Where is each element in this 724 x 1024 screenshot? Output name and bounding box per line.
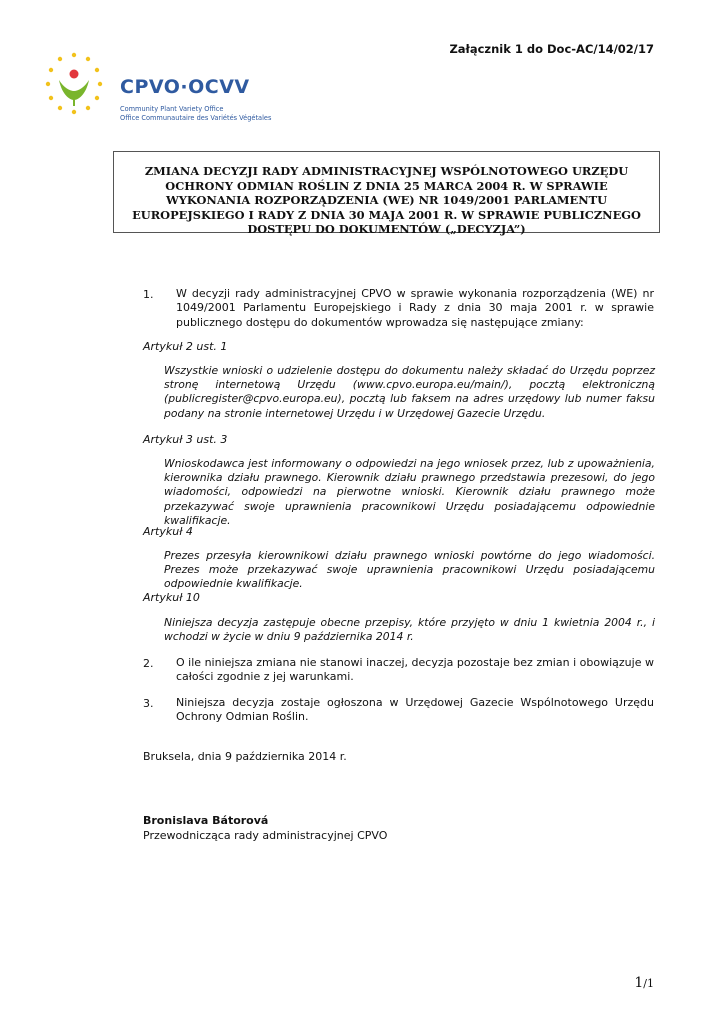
item-text: O ile niniejsza zmiana nie stanowi inaczej, decyzja pozostaje bez zmian i obowiązuje w całości zgodnie z jej warunkami. xyxy=(176,656,654,684)
article-heading: Artykuł 10 xyxy=(143,591,200,604)
article-text: Prezes przesyła kierownikowi działu prawnego wnioski powtórne do jego wiadomości. Prezes może przekazywać swoje uprawnienia pracownikowi Urzędu posiadającemu odpowiednie kwalifikacje. xyxy=(164,549,655,591)
page-total: 1 xyxy=(647,977,654,990)
item-number: 3. xyxy=(143,697,154,710)
item-text: W decyzji rady administracyjnej CPVO w sprawie wykonania rozporządzenia (WE) nr 1049/2001 Parlamentu Europejskiego i Rady z dnia 30 maja 2001 r. w sprawie publicznego dostępu do dokumentów wprowadza się następujące zmiany: xyxy=(176,287,654,329)
signatory-name: Bronislava Bátorová xyxy=(143,814,269,827)
article-text: Wnioskodawca jest informowany o odpowiedzi na jego wniosek przez, lub z upoważnienia, kierownika działu prawnego. Kierownik działu prawnego przedstawia prezesowi, do jego wiadomości, odpowiedzi na pierwotne wnioski. Kierownik działu prawnego może przekazywać swoje uprawnienia pracownikowi Urzędu posiadającemu odpowiednie kwalifikacje. xyxy=(164,457,655,527)
document-title-box xyxy=(113,151,660,237)
article-heading: Artykuł 3 ust. 3 xyxy=(143,433,228,446)
page-number: 1/1 xyxy=(634,975,654,991)
article-heading: Artykuł 4 xyxy=(143,525,193,538)
eu-stars-plant-icon xyxy=(42,50,122,130)
signatory-role: Przewodnicząca rady administracyjnej CPVO xyxy=(143,829,388,842)
logo-subtitle xyxy=(120,105,271,122)
annex-reference: Załącznik 1 do Doc-AC/14/02/17 xyxy=(449,42,654,56)
place-date: Bruksela, dnia 9 października 2014 r. xyxy=(143,750,347,763)
logo-subtitle-en: Community Plant Variety Office xyxy=(120,105,224,113)
item-number: 1. xyxy=(143,288,154,301)
item-text: Niniejsza decyzja zostaje ogłoszona w Urzędowej Gazecie Wspólnotowego Urzędu Ochrony Odmian Roślin. xyxy=(176,696,654,724)
page-current: 1 xyxy=(634,975,644,991)
item-number: 2. xyxy=(143,657,154,670)
article-text: Wszystkie wnioski o udzielenie dostępu do dokumentu należy składać do Urzędu poprzez stronę internetową Urzędu (www.cpvo.europa.eu/main/), pocztą elektroniczną (publicregister@cpvo.europa.eu), pocztą lub faksem na adres urzędowy lub numer faksu podany na stronie internetowej Urzędu i w Urzędowej Gazecie Urzędu. xyxy=(164,364,655,420)
article-text: Niniejsza decyzja zastępuje obecne przepisy, które przyjęto w dniu 1 kwietnia 2004 r., i wchodzi w życie w dniu 9 października 2014 r. xyxy=(164,616,655,644)
article-heading: Artykuł 2 ust. 1 xyxy=(143,340,228,353)
document-title: ZMIANA DECYZJI RADY ADMINISTRACYJNEJ WSPÓLNOTOWEGO URZĘDU OCHRONY ODMIAN ROŚLIN Z DNIA 25 MARCA 2004 R. W SPRAWIE WYKONANIA ROZPORZĄDZENIA (WE) NR 1049/2001 PARLAMENTU EUROPEJSKIEGO I RADY Z DNIA 30 MAJA 2001 R. W SPRAWIE PUBLICZNEGO DOSTĘPU DO DOKUMENTÓW („DECYZJA”) xyxy=(132,164,641,237)
logo-subtitle-fr: Office Communautaire des Variétés Végétales xyxy=(120,113,272,122)
logo-wordmark: CPVO·OCVV xyxy=(120,76,250,98)
